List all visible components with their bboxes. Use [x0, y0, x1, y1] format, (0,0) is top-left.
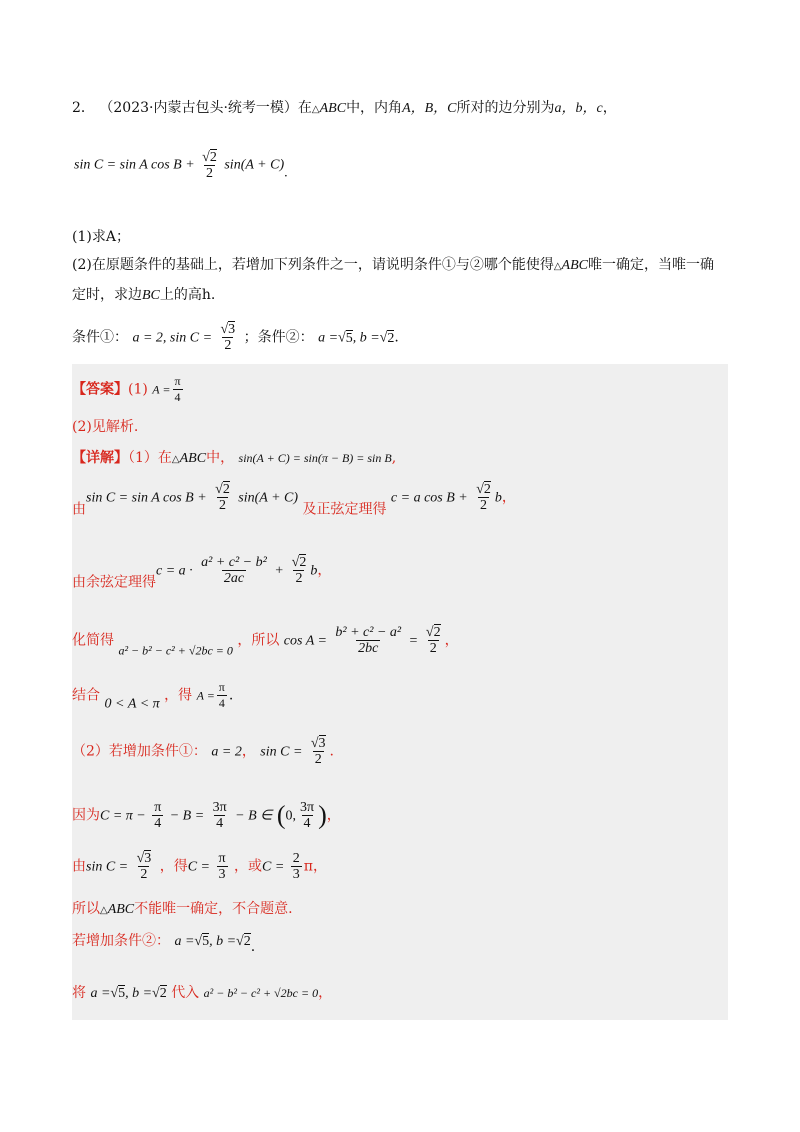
answer-line: 【答案】(1) A = $\frac{\pi}{4}$: [72, 374, 181, 404]
detail-line-7: 因为C = π − $\frac{\pi}{4}$ − B = $\frac{3\pi}{4}$ − B ∈ (0, $\frac{3\pi}{4}$ )，: [72, 800, 341, 831]
detail-line-4: 化简得 a² − b² − c² + √2bc = 0 ，所以 cos A = $\frac{\text{b² + c² − a²}}{2bc}$ = $\frac{√2}{2}$ ，: [72, 625, 459, 658]
detail-line-10: 若增加条件②： a =√5, b =√2.: [72, 933, 256, 955]
answer-part-2: (2)见解析.: [72, 419, 139, 435]
part-2-line-1: (2)在原题条件的基础上，若增加下列条件之一，请说明条件①与②哪个能使得△ABC唯一确定，当唯一确: [72, 257, 714, 273]
detail-line-8: 由sin C = $\frac{√3}{2}$ ，得C = $\frac{\pi}{3}$ ，或C = $\frac{2}{3}$ π，: [72, 851, 327, 882]
question-line-1: 2． （2023·内蒙古包头·统考一模）在△ABC中，内角A，B，C所对的边分别为a，b，c，: [72, 100, 617, 116]
answer-label: 【答案】: [72, 381, 128, 398]
question-number: 2．: [72, 100, 95, 116]
detail-line-1: 【详解】（1）在△ABC中， sin(A + C) = sin(π − B) = sin B,: [72, 450, 397, 466]
detail-label: 【详解】: [72, 450, 128, 466]
detail-line-3: 由余弦定理得c = a · $\frac{\text{a² + c² − b²}}{2ac}$ + $\frac{√2}{2}$ b，: [72, 555, 332, 591]
detail-line-5: 结合 0 < A < π ，得 A = $\frac{\pi}{4}$ .: [72, 680, 234, 712]
part-2-line-2: 定时，求边BC上的高h.: [72, 287, 216, 303]
detail-line-6: （2）若增加条件①： a = 2， sin C = $\frac{√3}{2}$ .: [72, 736, 334, 767]
part-1: (1)求A；: [72, 229, 130, 245]
detail-line-2: 由sin C = sin A cos B + $\frac{√2}{2}$ sin(A + C) 及正弦定理得 c = a cos B + $\frac{√2}{2}$ b，: [72, 482, 516, 518]
detail-line-9: 所以△ABC不能唯一确定，不合题意.: [72, 901, 293, 917]
conditions: 条件①： a = 2, sin C = $\frac{√3}{2}$ ；条件②： a =√5, b =√2.: [72, 322, 399, 353]
detail-line-11: 将 a =√5, b =√2 代入 a² − b² − c² + √2bc = 0，: [72, 985, 333, 1001]
triangle-icon: △: [311, 104, 320, 115]
question-source: （2023·内蒙古包头·统考一模）: [99, 100, 298, 116]
given-equation: sin C = sin A cos B + $\frac{√2}{2}$ sin(A + C).: [74, 150, 288, 181]
